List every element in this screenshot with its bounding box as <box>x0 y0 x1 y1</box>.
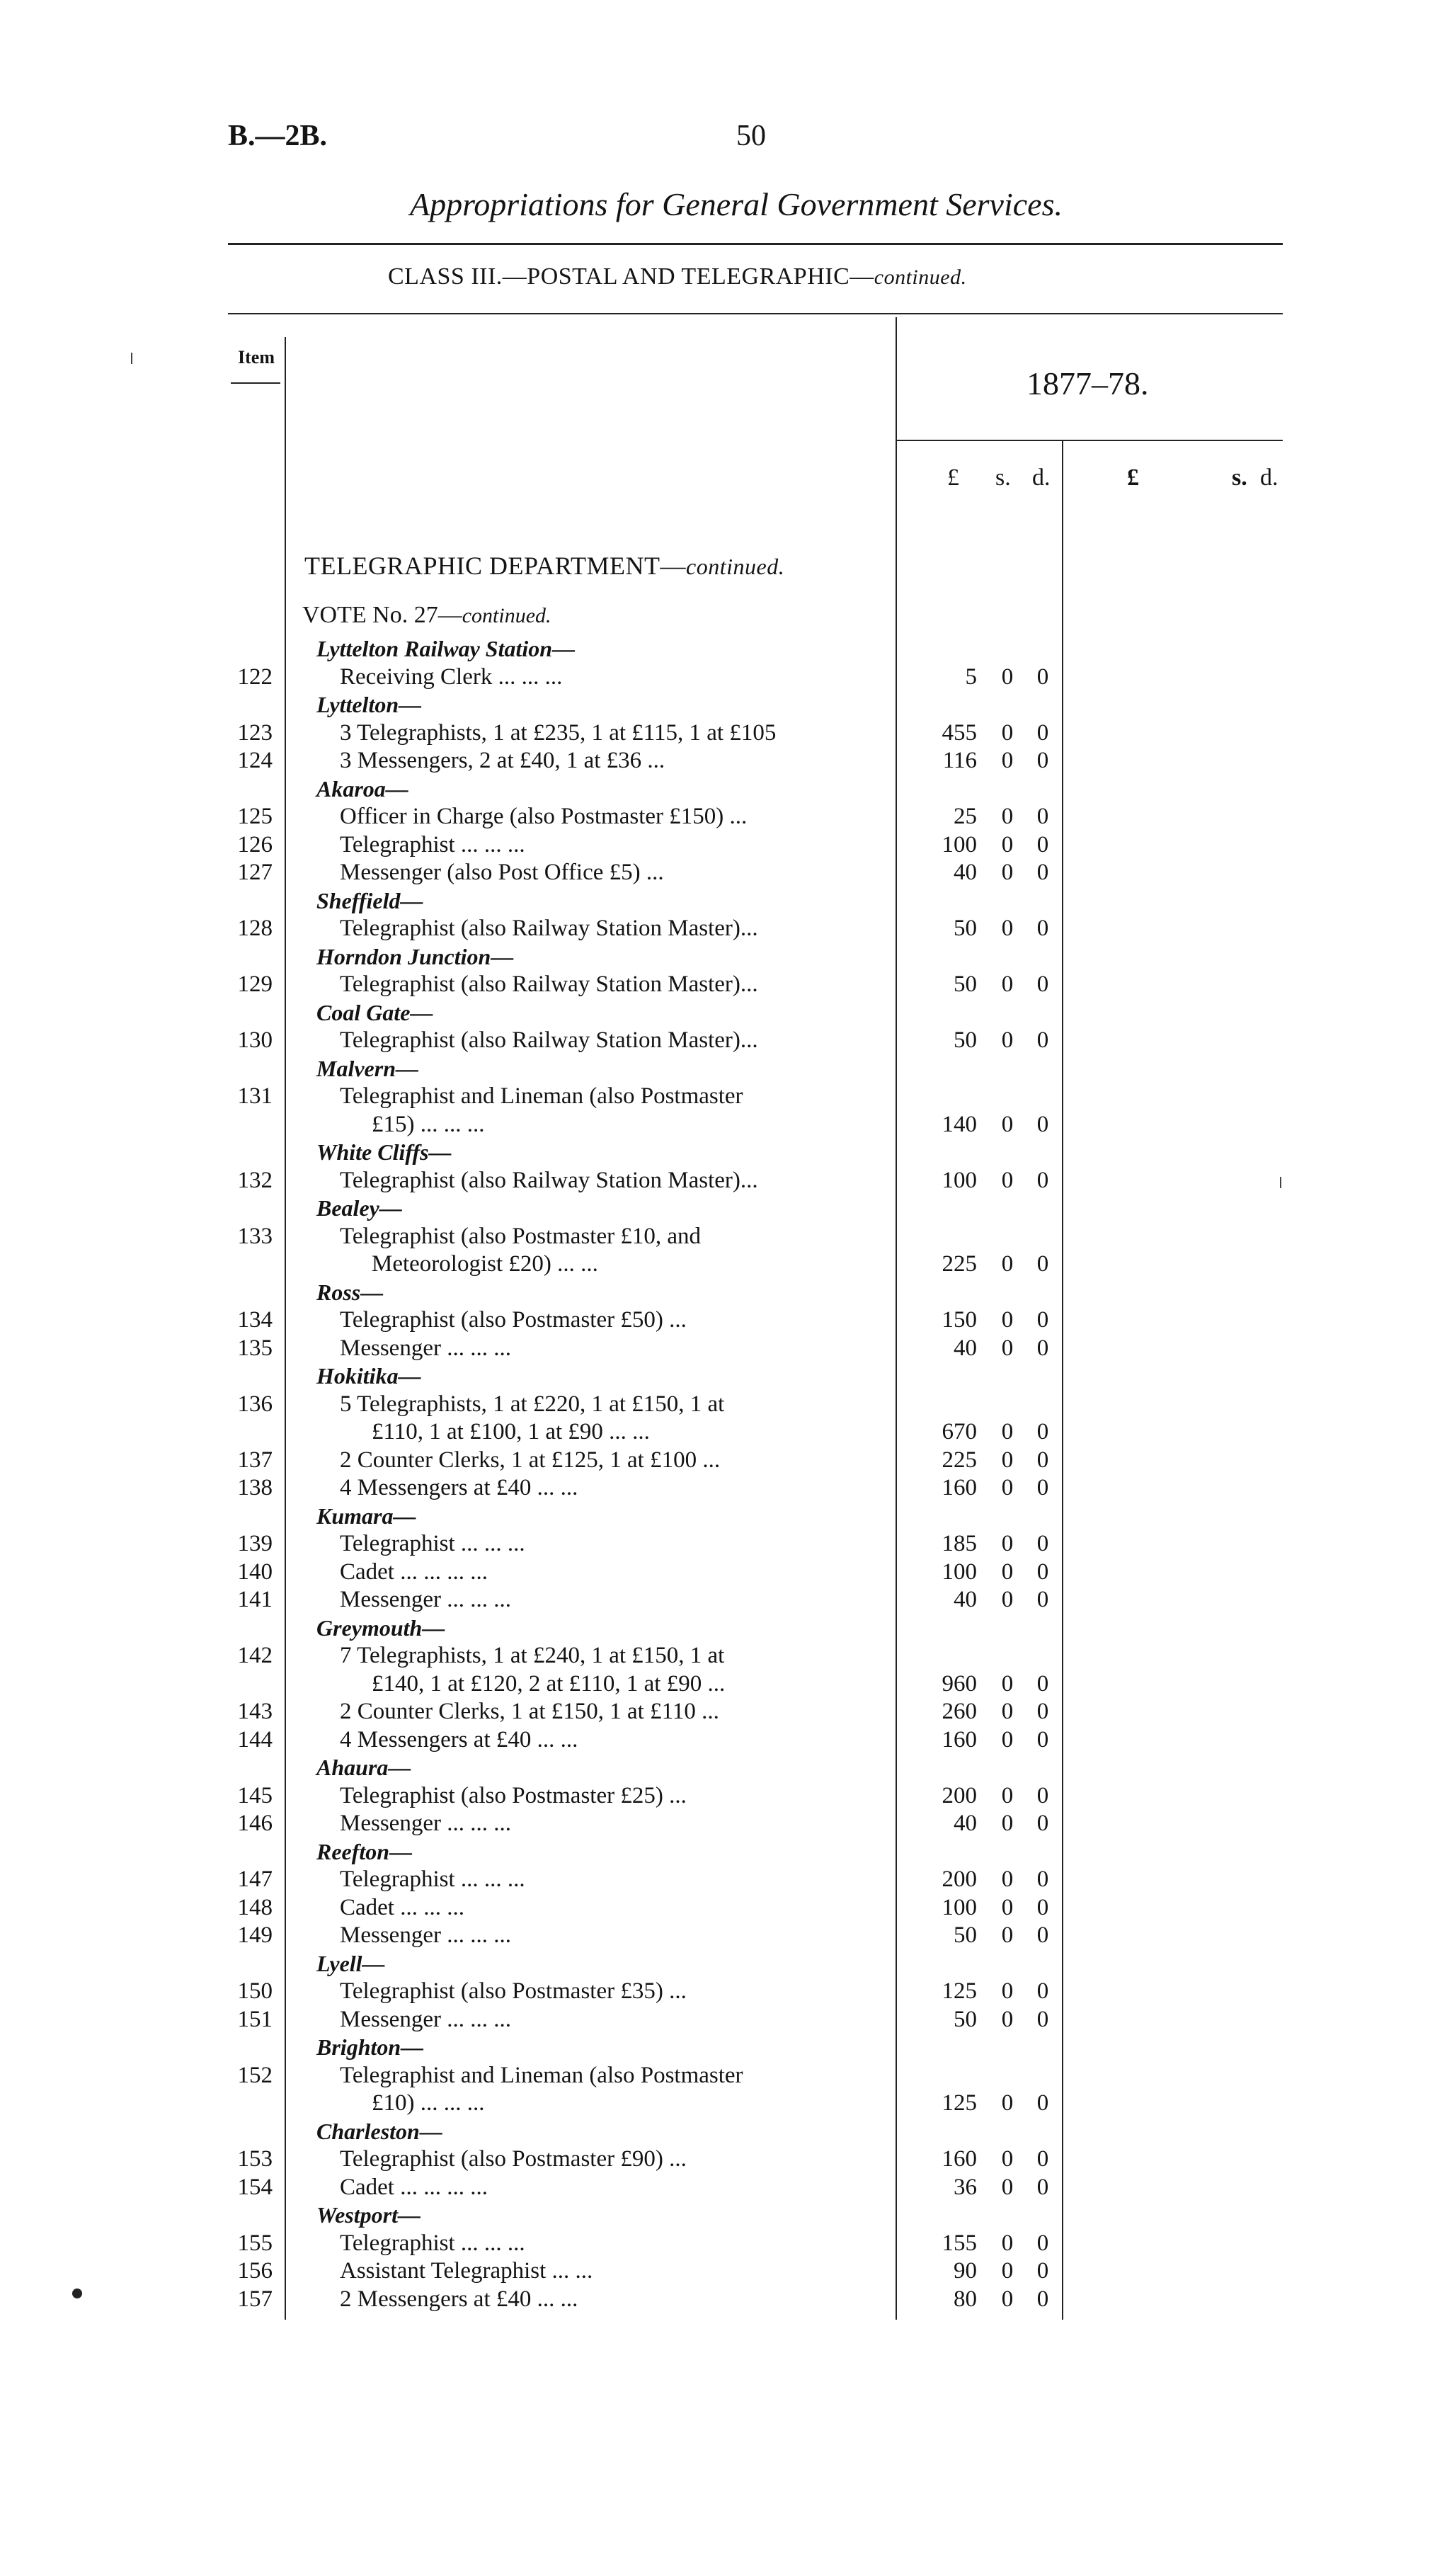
item-description: Telegraphist (also Postmaster £50) ... <box>340 1307 687 1333</box>
amount-pence: 0 <box>1036 916 1049 941</box>
item-number: 122 <box>237 663 273 690</box>
amount-shillings: 0 <box>1001 831 1014 857</box>
amount-pence: 0 <box>1036 831 1049 857</box>
amount-pence: 0 <box>1036 1670 1049 1697</box>
section-heading <box>304 551 784 581</box>
amount-shillings: 0 <box>1001 1531 1014 1556</box>
amount-pounds: 40 <box>954 1587 977 1612</box>
amount-pence: 0 <box>1036 1894 1049 1920</box>
amount-pounds: 960 <box>942 1670 977 1697</box>
class-heading-text: CLASS III.—POSTAL AND TELEGRAPHIC— <box>388 263 874 290</box>
amount-pounds: 155 <box>942 2230 977 2256</box>
amount-pence: 0 <box>1036 1867 1049 1892</box>
amount-shillings: 0 <box>1001 1922 1014 1948</box>
table-row <box>0 1027 1430 1054</box>
table-row <box>0 1250 1430 1277</box>
item-description: Messenger ... ... ... <box>340 1922 511 1948</box>
item-description: Telegraphist (also Postmaster £10, and <box>340 1223 702 1249</box>
table-row <box>0 1670 1430 1697</box>
amount-pounds: 200 <box>942 1782 977 1808</box>
place-heading-row <box>0 2034 1430 2061</box>
item-description: Telegraphist (also Postmaster £35) ... <box>340 1978 687 2004</box>
pence-header: d. <box>1032 465 1051 491</box>
amount-pounds: 100 <box>942 1558 977 1585</box>
place-name: Ahaura— <box>316 1755 411 1780</box>
table-row <box>0 859 1430 886</box>
item-description-continued: £10) ... ... ... <box>372 2090 485 2116</box>
item-description-continued: £15) ... ... ... <box>372 1111 485 1137</box>
table-row <box>0 915 1430 942</box>
vote-heading-text: VOTE No. 27— <box>302 602 462 628</box>
place-heading-row <box>0 2118 1430 2145</box>
amount-pence: 0 <box>1036 2286 1049 2312</box>
amount-shillings: 0 <box>1001 1894 1014 1920</box>
amount-pounds: 150 <box>942 1307 977 1333</box>
item-number: 127 <box>237 860 273 885</box>
amount-shillings: 0 <box>1001 663 1014 690</box>
item-number: 153 <box>237 2146 273 2172</box>
item-description: Telegraphist ... ... ... <box>340 831 525 857</box>
item-description: Telegraphist (also Postmaster £90) ... <box>340 2146 687 2172</box>
amount-pence: 0 <box>1036 2146 1049 2172</box>
amount-shillings: 0 <box>1001 719 1014 746</box>
amount-shillings: 0 <box>1001 1670 1014 1697</box>
amount-pounds: 125 <box>942 2090 977 2116</box>
table-row <box>0 1474 1430 1501</box>
amount-pounds: 36 <box>954 2174 977 2200</box>
place-name: Kumara— <box>316 1503 416 1529</box>
year-header: 1877–78. <box>1026 365 1149 401</box>
item-number: 138 <box>237 1475 273 1500</box>
amount-pence: 0 <box>1036 860 1049 885</box>
item-number: 123 <box>237 719 273 746</box>
amount-pence: 0 <box>1036 804 1049 829</box>
place-name: Westport— <box>316 2202 421 2228</box>
item-number: 154 <box>237 2174 273 2200</box>
table-row <box>0 2062 1430 2089</box>
amount-pounds: 225 <box>942 1251 977 1277</box>
amount-pence: 0 <box>1036 2230 1049 2256</box>
amount-pence: 0 <box>1036 1558 1049 1585</box>
amount-pounds: 260 <box>942 1699 977 1724</box>
amount-shillings: 0 <box>1001 1167 1014 1193</box>
page-title: Appropriations for General Government Services. <box>410 186 1063 222</box>
item-number: 130 <box>237 1027 273 1053</box>
place-heading-row <box>0 1362 1430 1389</box>
place-name: Coal Gate— <box>316 999 433 1025</box>
item-description: Messenger (also Post Office £5) ... <box>340 860 664 885</box>
item-description: Telegraphist (also Railway Station Master)... <box>340 916 758 941</box>
item-number: 137 <box>237 1447 273 1473</box>
item-number: 144 <box>237 1726 273 1753</box>
amount-pounds: 100 <box>942 1894 977 1920</box>
amount-shillings: 0 <box>1001 1978 1014 2004</box>
vote-heading-suffix: continued. <box>462 604 551 627</box>
pounds-header-2: £ <box>1127 465 1139 491</box>
table-row <box>0 1978 1430 2005</box>
item-description-continued: £110, 1 at £100, 1 at £90 ... ... <box>372 1419 650 1444</box>
item-number: 151 <box>237 2006 273 2032</box>
item-number: 139 <box>237 1531 273 1556</box>
item-description: Telegraphist (also Postmaster £25) ... <box>340 1782 687 1808</box>
item-number: 157 <box>237 2286 273 2312</box>
item-description: Messenger ... ... ... <box>340 1811 511 1836</box>
item-description: 5 Telegraphists, 1 at £220, 1 at £150, 1 at <box>340 1391 725 1417</box>
item-description: Telegraphist ... ... ... <box>340 1531 525 1556</box>
section-heading-suffix: continued. <box>686 554 785 579</box>
shillings-header: s. <box>995 465 1011 491</box>
item-description: Messenger ... ... ... <box>340 1587 511 1612</box>
place-name: White Cliffs— <box>316 1139 452 1165</box>
amount-pence: 0 <box>1036 748 1049 773</box>
amount-pence: 0 <box>1036 2006 1049 2032</box>
table-row <box>0 2090 1430 2116</box>
amount-pence: 0 <box>1036 1447 1049 1473</box>
margin-tick <box>1280 1177 1281 1188</box>
amount-pounds: 185 <box>942 1531 977 1556</box>
table-row <box>0 1223 1430 1250</box>
item-number: 155 <box>237 2230 273 2256</box>
amount-pounds: 455 <box>942 719 977 746</box>
place-heading-row <box>0 887 1430 914</box>
place-heading-row <box>0 1950 1430 1977</box>
table-row <box>0 1558 1430 1585</box>
amount-shillings: 0 <box>1001 1307 1014 1333</box>
amount-pence: 0 <box>1036 1726 1049 1753</box>
item-description: 7 Telegraphists, 1 at £240, 1 at £150, 1 at <box>340 1643 725 1668</box>
place-heading-row <box>0 2201 1430 2228</box>
place-name: Horndon Junction— <box>316 943 514 969</box>
table-row <box>0 1111 1430 1138</box>
item-description: Telegraphist (also Railway Station Master)... <box>340 1027 758 1053</box>
amount-pounds: 116 <box>942 748 977 773</box>
place-name: Charleston— <box>316 2118 442 2144</box>
item-description: Cadet ... ... ... ... <box>340 1558 488 1585</box>
item-description: Cadet ... ... ... <box>340 1894 464 1920</box>
item-description: Receiving Clerk ... ... ... <box>340 663 563 690</box>
year-rule <box>897 440 1283 441</box>
item-description: Telegraphist and Lineman (also Postmaster <box>340 2062 743 2088</box>
table-row <box>0 1418 1430 1445</box>
amount-pounds: 50 <box>954 2006 977 2032</box>
amount-shillings: 0 <box>1001 1726 1014 1753</box>
place-heading-row <box>0 943 1430 970</box>
amount-pence: 0 <box>1036 1167 1049 1193</box>
amount-pence: 0 <box>1036 971 1049 997</box>
place-name: Lyttelton Railway Station— <box>316 636 576 661</box>
amount-shillings: 0 <box>1001 1027 1014 1053</box>
amount-pounds: 50 <box>954 916 977 941</box>
amount-pence: 0 <box>1036 1587 1049 1612</box>
class-heading-suffix: continued. <box>874 266 967 289</box>
table-row <box>0 1698 1430 1725</box>
amount-shillings: 0 <box>1001 860 1014 885</box>
amount-pounds: 670 <box>942 1419 977 1444</box>
item-number: 129 <box>237 971 273 997</box>
amount-shillings: 0 <box>1001 2146 1014 2172</box>
item-number: 141 <box>237 1587 273 1612</box>
amount-pounds: 160 <box>942 2146 977 2172</box>
amount-pence: 0 <box>1036 1335 1049 1361</box>
table-row <box>0 2174 1430 2201</box>
amount-pounds: 40 <box>954 860 977 885</box>
item-number: 134 <box>237 1307 273 1333</box>
amount-pounds: 40 <box>954 1335 977 1361</box>
amount-shillings: 0 <box>1001 1811 1014 1836</box>
item-number: 135 <box>237 1335 273 1361</box>
amount-pence: 0 <box>1036 1251 1049 1277</box>
table-row <box>0 1782 1430 1809</box>
item-number: 146 <box>237 1811 273 1836</box>
place-heading-row <box>0 1614 1430 1641</box>
table-row <box>0 1391 1430 1418</box>
table-row <box>0 971 1430 998</box>
table-row <box>0 1726 1430 1753</box>
item-description: Cadet ... ... ... ... <box>340 2174 488 2200</box>
item-number: 142 <box>237 1643 273 1668</box>
table-row <box>0 2006 1430 2033</box>
amount-shillings: 0 <box>1001 1335 1014 1361</box>
table-row <box>0 831 1430 858</box>
table-row <box>0 1530 1430 1557</box>
item-description: 3 Messengers, 2 at £40, 1 at £36 ... <box>340 748 665 773</box>
place-heading-row <box>0 691 1430 718</box>
item-number: 136 <box>237 1391 273 1417</box>
amount-pounds: 25 <box>954 804 977 829</box>
table-row <box>0 2230 1430 2257</box>
amount-pence: 0 <box>1036 2258 1049 2284</box>
amount-pence: 0 <box>1036 1811 1049 1836</box>
item-number: 126 <box>237 831 273 857</box>
table-row <box>0 1447 1430 1474</box>
amount-shillings: 0 <box>1001 2174 1014 2200</box>
section-heading-text: TELEGRAPHIC DEPARTMENT— <box>304 552 687 580</box>
margin-tick <box>131 353 132 364</box>
place-heading-row <box>0 1055 1430 1082</box>
amount-pounds: 50 <box>954 1922 977 1948</box>
item-description: Officer in Charge (also Postmaster £150) ... <box>340 804 748 829</box>
place-heading-row <box>0 1503 1430 1529</box>
amount-shillings: 0 <box>1001 1782 1014 1808</box>
place-name: Akaroa— <box>316 775 408 802</box>
amount-pounds: 50 <box>954 1027 977 1053</box>
amount-pence: 0 <box>1036 1027 1049 1053</box>
amount-pounds: 225 <box>942 1447 977 1473</box>
item-description: Telegraphist and Lineman (also Postmaster <box>340 1083 743 1109</box>
place-heading-row <box>0 1754 1430 1781</box>
item-description: 2 Messengers at £40 ... ... <box>340 2286 578 2312</box>
item-description: Telegraphist ... ... ... <box>340 2230 525 2256</box>
amount-shillings: 0 <box>1001 748 1014 773</box>
item-description: Telegraphist (also Railway Station Master)... <box>340 971 758 997</box>
amount-pence: 0 <box>1036 663 1049 690</box>
document-reference: B.—2B. <box>228 120 328 152</box>
item-description: Messenger ... ... ... <box>340 1335 511 1361</box>
item-description: 3 Telegraphists, 1 at £235, 1 at £115, 1 at £105 <box>340 719 777 746</box>
amount-pounds: 100 <box>942 831 977 857</box>
item-description: Messenger ... ... ... <box>340 2006 511 2032</box>
vote-heading <box>302 602 551 629</box>
amount-pence: 0 <box>1036 719 1049 746</box>
item-number: 152 <box>237 2062 273 2088</box>
item-description: 4 Messengers at £40 ... ... <box>340 1475 578 1500</box>
class-rule <box>228 313 1283 314</box>
amount-pence: 0 <box>1036 1699 1049 1724</box>
table-row <box>0 1306 1430 1333</box>
place-heading-row <box>0 635 1430 662</box>
amount-pounds: 200 <box>942 1867 977 1892</box>
item-number: 131 <box>237 1083 273 1109</box>
item-column-header: Item <box>238 347 275 367</box>
place-heading-row <box>0 1279 1430 1306</box>
amount-pounds: 160 <box>942 1475 977 1500</box>
table-row <box>0 719 1430 746</box>
item-number: 147 <box>237 1867 273 1892</box>
place-name: Brighton— <box>316 2034 424 2060</box>
item-number: 156 <box>237 2258 273 2284</box>
title-rule <box>228 243 1283 245</box>
place-name: Sheffield— <box>316 887 423 913</box>
table-row <box>0 1167 1430 1194</box>
amount-pence: 0 <box>1036 2174 1049 2200</box>
page-number: 50 <box>736 120 766 152</box>
amount-shillings: 0 <box>1001 1699 1014 1724</box>
amount-shillings: 0 <box>1001 916 1014 941</box>
item-number: 132 <box>237 1167 273 1193</box>
amount-pounds: 90 <box>954 2258 977 2284</box>
item-description: Telegraphist (also Railway Station Master)... <box>340 1167 758 1193</box>
amount-shillings: 0 <box>1001 971 1014 997</box>
table-row <box>0 747 1430 774</box>
place-name: Lyttelton— <box>316 692 422 717</box>
place-heading-row <box>0 775 1430 802</box>
amount-pounds: 5 <box>965 663 977 690</box>
place-name: Malvern— <box>316 1055 418 1081</box>
place-name: Lyell— <box>316 1950 385 1976</box>
margin-dot <box>72 2289 82 2298</box>
place-heading-row <box>0 1838 1430 1865</box>
shillings-header-2: s. <box>1232 465 1247 491</box>
item-number: 140 <box>237 1558 273 1585</box>
amount-shillings: 0 <box>1001 1251 1014 1277</box>
amount-pence: 0 <box>1036 2090 1049 2116</box>
item-number: 145 <box>237 1782 273 1808</box>
pounds-header: £ <box>947 465 959 491</box>
place-name: Bealey— <box>316 1195 402 1221</box>
item-description: 2 Counter Clerks, 1 at £125, 1 at £100 ... <box>340 1447 721 1473</box>
table-row <box>0 2286 1430 2313</box>
amount-pounds: 125 <box>942 1978 977 2004</box>
amount-pence: 0 <box>1036 1111 1049 1137</box>
place-name: Hokitika— <box>316 1363 421 1389</box>
amount-pounds: 50 <box>954 971 977 997</box>
table-row <box>0 2257 1430 2284</box>
item-number: 150 <box>237 1978 273 2004</box>
item-header-rule <box>231 382 280 384</box>
table-row <box>0 1810 1430 1837</box>
amount-shillings: 0 <box>1001 2090 1014 2116</box>
amount-pounds: 140 <box>942 1111 977 1137</box>
amount-shillings: 0 <box>1001 2230 1014 2256</box>
amount-shillings: 0 <box>1001 1447 1014 1473</box>
amount-shillings: 0 <box>1001 2286 1014 2312</box>
item-number: 148 <box>237 1894 273 1920</box>
amount-pounds: 160 <box>942 1726 977 1753</box>
amount-shillings: 0 <box>1001 1475 1014 1500</box>
table-row <box>0 663 1430 690</box>
amount-pounds: 80 <box>954 2286 977 2312</box>
item-description: Telegraphist ... ... ... <box>340 1867 525 1892</box>
place-name: Reefton— <box>316 1838 413 1864</box>
amount-shillings: 0 <box>1001 804 1014 829</box>
table-row <box>0 1586 1430 1613</box>
pence-header-2: d. <box>1260 465 1279 491</box>
amount-pence: 0 <box>1036 1978 1049 2004</box>
table-row <box>0 1866 1430 1893</box>
amount-pounds: 100 <box>942 1167 977 1193</box>
amount-shillings: 0 <box>1001 1587 1014 1612</box>
item-description: Assistant Telegraphist ... ... <box>340 2258 593 2284</box>
amount-shillings: 0 <box>1001 1111 1014 1137</box>
table-row <box>0 1642 1430 1669</box>
class-heading <box>388 263 967 290</box>
table-row <box>0 1083 1430 1110</box>
place-heading-row <box>0 999 1430 1026</box>
place-name: Greymouth— <box>316 1614 445 1641</box>
amount-pence: 0 <box>1036 1782 1049 1808</box>
item-number: 133 <box>237 1223 273 1249</box>
amount-pounds: 40 <box>954 1811 977 1836</box>
amount-shillings: 0 <box>1001 1558 1014 1585</box>
amount-shillings: 0 <box>1001 1419 1014 1444</box>
amount-pence: 0 <box>1036 1307 1049 1333</box>
table-row <box>0 1894 1430 1921</box>
place-name: Ross— <box>316 1279 384 1305</box>
table-row <box>0 1922 1430 1949</box>
amount-pence: 0 <box>1036 1531 1049 1556</box>
table-row <box>0 1335 1430 1362</box>
place-heading-row <box>0 1195 1430 1221</box>
amount-shillings: 0 <box>1001 2006 1014 2032</box>
place-heading-row <box>0 1139 1430 1166</box>
item-number: 125 <box>237 804 273 829</box>
amount-shillings: 0 <box>1001 2258 1014 2284</box>
item-description-continued: £140, 1 at £120, 2 at £110, 1 at £90 ... <box>372 1670 726 1697</box>
table-row <box>0 803 1430 830</box>
item-description: 2 Counter Clerks, 1 at £150, 1 at £110 ... <box>340 1699 719 1724</box>
table-row <box>0 2145 1430 2172</box>
item-number: 128 <box>237 916 273 941</box>
item-number: 143 <box>237 1699 273 1724</box>
amount-pence: 0 <box>1036 1922 1049 1948</box>
amount-pence: 0 <box>1036 1475 1049 1500</box>
amount-pence: 0 <box>1036 1419 1049 1444</box>
item-description-continued: Meteorologist £20) ... ... <box>372 1251 598 1277</box>
item-description: 4 Messengers at £40 ... ... <box>340 1726 578 1753</box>
item-number: 124 <box>237 748 273 773</box>
item-number: 149 <box>237 1922 273 1948</box>
amount-shillings: 0 <box>1001 1867 1014 1892</box>
